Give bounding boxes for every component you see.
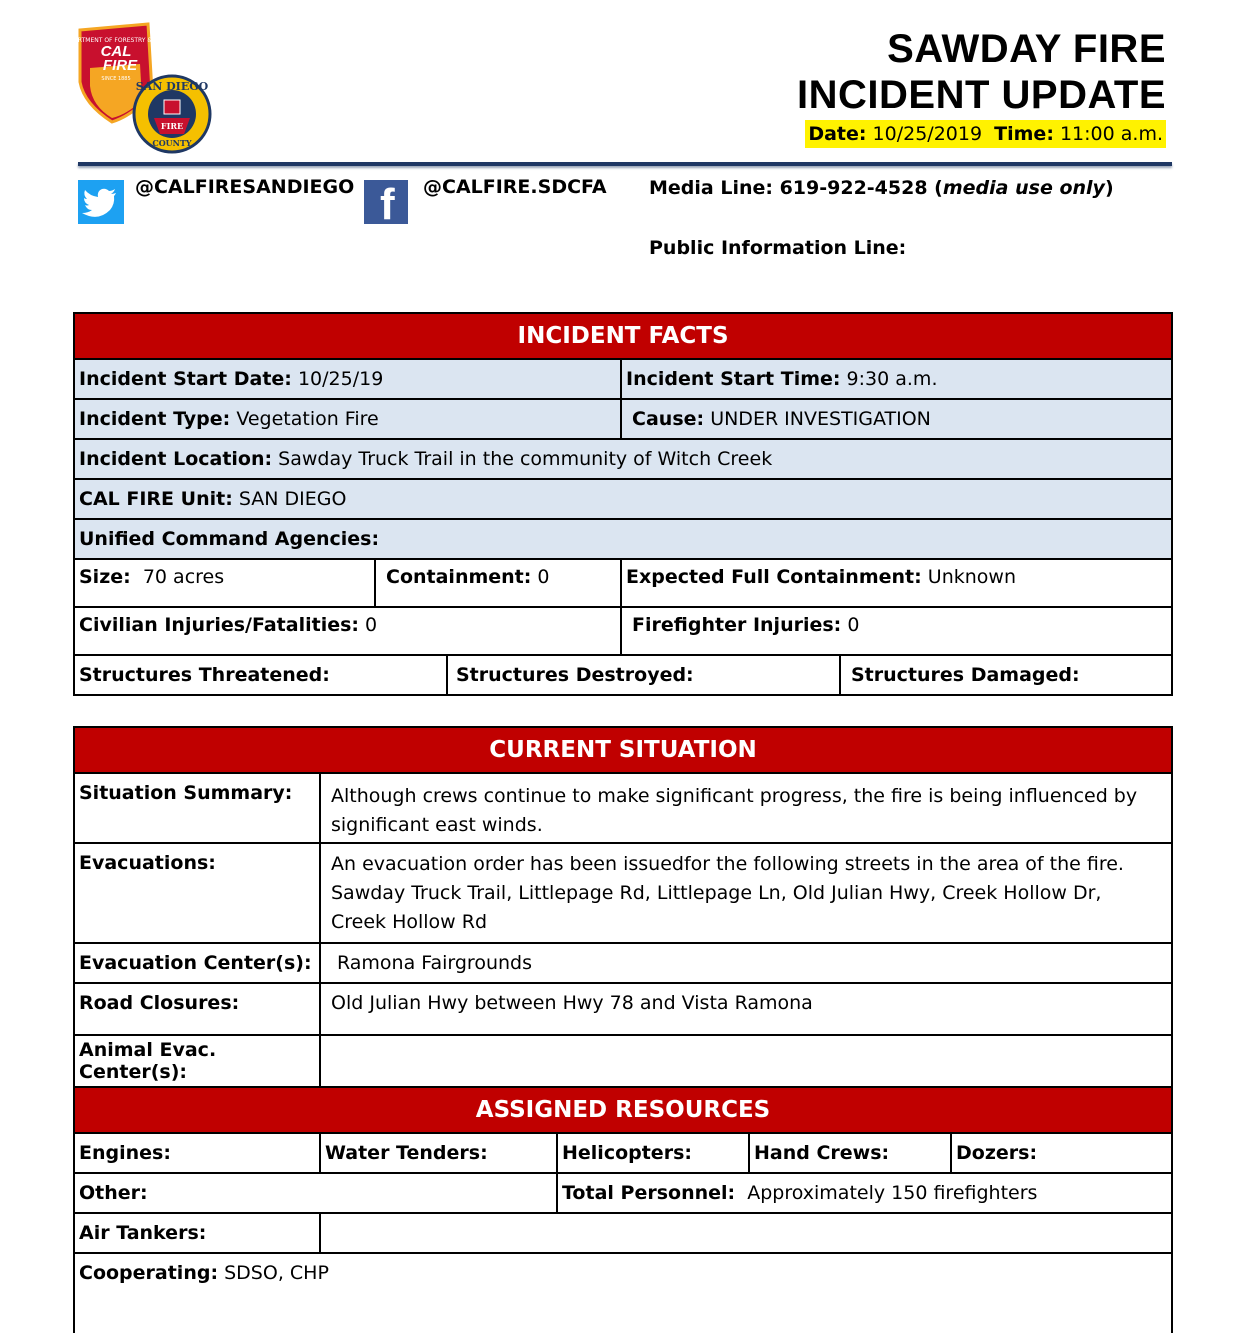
calfire-unit-cell: CAL FIRE Unit: SAN DIEGO: [74, 479, 1172, 519]
date-value: 10/25/2019: [872, 123, 983, 145]
evacuations-label: Evacuations:: [74, 843, 320, 943]
svg-text:CAL: CAL: [100, 43, 132, 60]
evacuation-center-text: Ramona Fairgrounds: [320, 943, 1172, 983]
situation-summary-label: Situation Summary:: [74, 773, 320, 843]
twitter-bird-icon[interactable]: [78, 180, 124, 224]
public-information-line: Public Information Line:: [649, 237, 907, 259]
cooperating-cell: Cooperating: SDSO, CHP: [74, 1253, 1172, 1333]
current-situation-table: [73, 726, 1173, 1333]
engines-cell: Engines:: [74, 1133, 320, 1173]
helicopters-cell: Helicopters:: [557, 1133, 749, 1173]
incident-type-cell: Incident Type: Vegetation Fire: [74, 399, 621, 439]
title-line-1: SAWDAY FIRE: [887, 27, 1166, 71]
assigned-resources-heading: ASSIGNED RESOURCES: [74, 1087, 1172, 1133]
incident-location-cell: Incident Location: Sawday Truck Trail in the community of Witch Creek: [74, 439, 1172, 479]
date-time-line: [805, 120, 1166, 148]
expected-containment-cell: Expected Full Containment: Unknown: [621, 559, 1172, 607]
other-resources-cell: Other:: [74, 1173, 557, 1213]
calfire-badge-icon: [24, 22, 228, 154]
structures-damaged-cell: Structures Damaged:: [840, 655, 1172, 695]
current-situation-heading: CURRENT SITUATION: [74, 727, 1172, 773]
situation-summary-text: Although crews continue to make significant progress, the fire is being influenced by significant east winds.: [320, 773, 1172, 843]
time-value: 11:00 a.m.: [1059, 123, 1163, 145]
svg-text:COUNTY: COUNTY: [152, 138, 192, 148]
facebook-handle[interactable]: @CALFIRE.SDCFA: [423, 176, 607, 198]
svg-text:CALIFORNIA DEPARTMENT OF FORES: CALIFORNIA DEPARTMENT OF FORESTRY & FIRE PROTECTION: [24, 37, 208, 44]
containment-cell: Containment: 0: [375, 559, 621, 607]
animal-evac-label: Animal Evac. Center(s):: [74, 1035, 320, 1087]
document-title: [797, 26, 1166, 118]
svg-text:SAN DIEGO: SAN DIEGO: [135, 80, 209, 93]
structures-destroyed-cell: Structures Destroyed:: [447, 655, 840, 695]
road-closures-label: Road Closures:: [74, 983, 320, 1035]
media-line: Media Line: 619-922-4528 (media use only): [649, 177, 1114, 199]
air-tankers-label: Air Tankers:: [74, 1213, 320, 1253]
agency-logos: [24, 22, 228, 154]
facebook-f-icon[interactable]: f: [364, 180, 408, 224]
evacuation-center-label: Evacuation Center(s):: [74, 943, 320, 983]
title-line-2: INCIDENT UPDATE: [797, 73, 1166, 117]
svg-text:SINCE 1885: SINCE 1885: [101, 76, 131, 82]
incident-facts-table: [73, 312, 1173, 696]
total-personnel-cell: Total Personnel: Approximately 150 firefighters: [557, 1173, 1172, 1213]
hand-crews-cell: Hand Crews:: [749, 1133, 951, 1173]
road-closures-text: Old Julian Hwy between Hwy 78 and Vista Ramona: [320, 983, 1172, 1035]
unified-command-cell: Unified Command Agencies:: [74, 519, 1172, 559]
evacuations-text: An evacuation order has been issuedfor the following streets in the area of the fire. Sawday Truck Trail, Littlepage Rd, Littlepage Ln, Old Julian Hwy, Creek Hollow Dr, Creek Hollow Rd: [320, 843, 1172, 943]
air-tankers-value: [320, 1213, 1172, 1253]
header-divider: [78, 162, 1172, 166]
date-label: Date:: [808, 123, 867, 145]
civilian-injuries-cell: Civilian Injuries/Fatalities: 0: [74, 607, 621, 655]
svg-text:FIRE: FIRE: [160, 121, 184, 131]
start-time-cell: Incident Start Time: 9:30 a.m.: [621, 359, 1172, 399]
twitter-handle[interactable]: @CALFIRESANDIEGO: [135, 176, 355, 198]
cause-cell: Cause: UNDER INVESTIGATION: [621, 399, 1172, 439]
animal-evac-text: [320, 1035, 1172, 1087]
firefighter-injuries-cell: Firefighter Injuries: 0: [621, 607, 1172, 655]
structures-threatened-cell: Structures Threatened:: [74, 655, 447, 695]
start-date-cell: Incident Start Date: 10/25/19: [74, 359, 621, 399]
dozers-cell: Dozers:: [951, 1133, 1172, 1173]
size-cell: Size: 70 acres: [74, 559, 375, 607]
water-tenders-cell: Water Tenders:: [320, 1133, 557, 1173]
time-label: Time:: [994, 123, 1054, 145]
incident-facts-heading: INCIDENT FACTS: [74, 313, 1172, 359]
svg-text:FIRE: FIRE: [102, 57, 138, 74]
